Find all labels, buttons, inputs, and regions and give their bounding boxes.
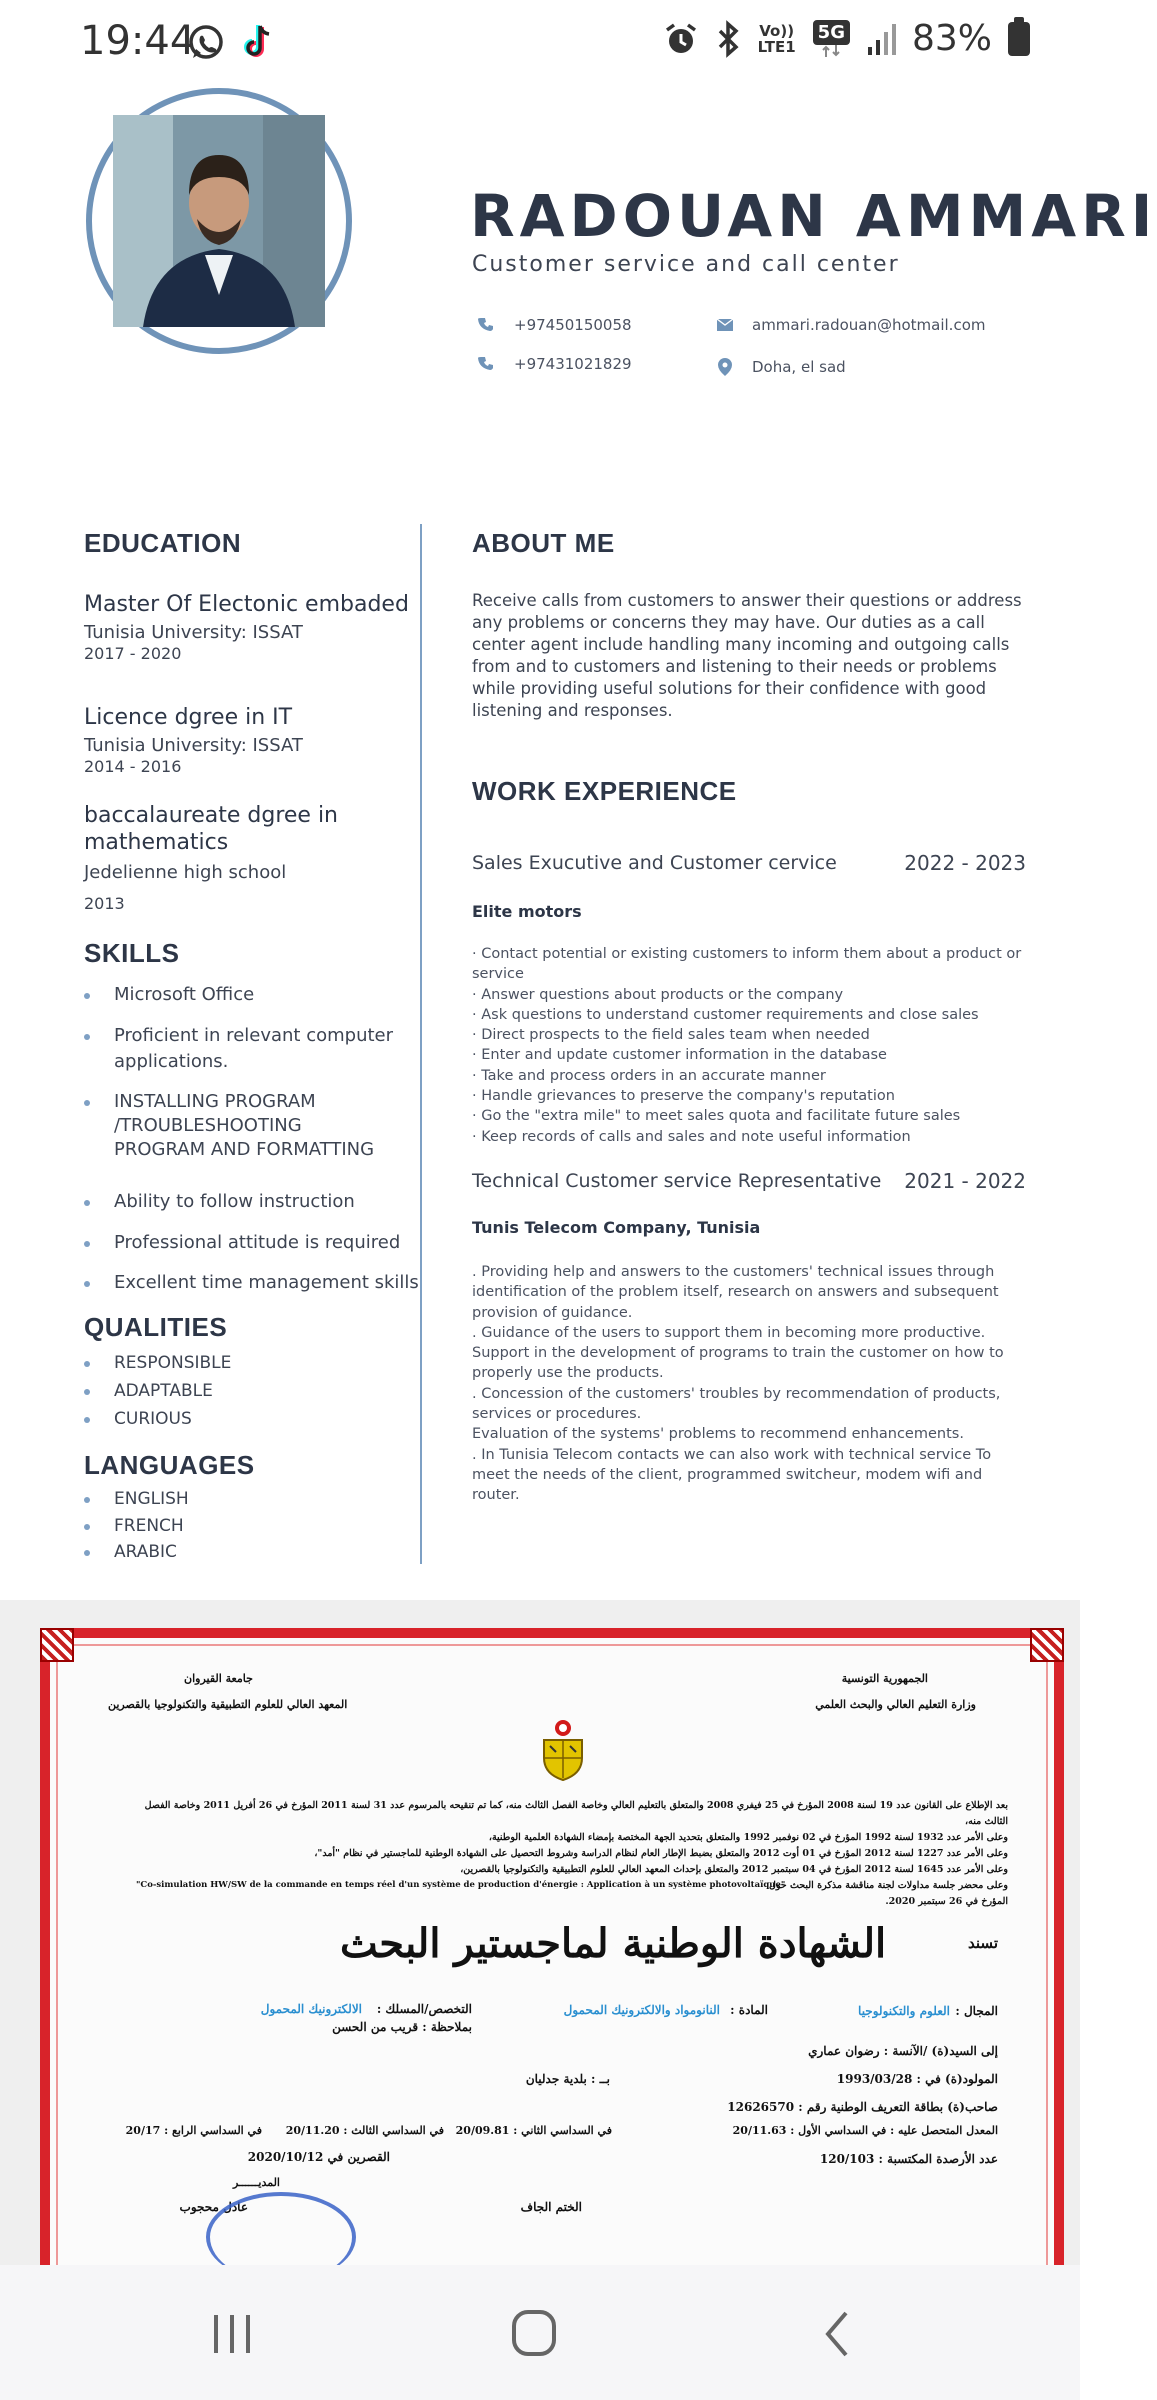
status-time: 19:44	[80, 18, 196, 64]
work-heading: WORK EXPERIENCE	[472, 776, 737, 806]
cert-line-1: بعد الإطلاع على القانون عدد 19 لسنة 2008 المؤرخ في 25 فيفري 2008 والمتعلق بالتعليم العالي وخاصة الفصل الثالث منه، كما تم تنقيحه بالمرسوم عدد 31 لسنة 2011 المؤرخ في 26 أفريل 2011 وخاصة الفصل	[144, 1800, 1008, 1811]
education-years-2: 2014 - 2016	[84, 757, 182, 776]
data-arrows-icon	[819, 45, 843, 57]
education-title-3b: mathematics	[84, 830, 229, 855]
cert-average: المعدل المتحصل عليه : في السداسي الأول : 20/11.63	[732, 2124, 998, 2137]
cert-spec-label: التخصص/المسلك :	[376, 2002, 472, 2016]
education-title-3a: baccalaureate dgree in	[84, 803, 338, 828]
back-icon[interactable]	[808, 2309, 868, 2359]
cert-header-left-1: جامعة القيروان	[184, 1672, 253, 1685]
cert-semester-3: في السداسي الثالث : 20/11.20	[285, 2124, 444, 2137]
phone-number-1[interactable]: +97450150058	[514, 316, 632, 334]
home-icon[interactable]	[504, 2309, 564, 2359]
education-school-2: Tunisia University: ISSAT	[84, 735, 303, 756]
bullet-dot	[84, 1100, 90, 1106]
cert-line-6-fr: "Co-simulation HW/SW de la commande en temps réel d'un système de production d'énergie : Application à un système photovoltaïque"	[136, 1880, 786, 1890]
education-school-1: Tunisia University: ISSAT	[84, 622, 303, 643]
cert-semester-4: في السداسي الرابع : 20/17	[125, 2124, 262, 2137]
status-bar	[0, 0, 1080, 86]
cert-grant: تسند	[968, 1934, 998, 1952]
education-heading: EDUCATION	[84, 528, 242, 558]
duty-item: · Enter and update customer information in the database	[472, 1047, 887, 1064]
cert-recipient: إلى السيد(ة) /الآنسة : رضوان عماري	[808, 2044, 998, 2058]
certificate-corner-ornament	[1030, 1628, 1064, 1662]
cert-field-value: العلوم والتكنولوجيا	[858, 2004, 950, 2018]
cert-subject-label: المادة :	[730, 2003, 768, 2017]
cert-header-left-2: المعهد العالي للعلوم التطبيقية والتكنولوجيا بالقصرين	[108, 1698, 348, 1711]
phone-icon	[478, 316, 496, 334]
skills-heading: SKILLS	[84, 938, 180, 968]
cert-born: المولود(ة) في : 1993/03/28	[836, 2072, 998, 2086]
duty-item: . Guidance of the users to support them in becoming more productive. Support in the development of programs to train the customer on how to properly use the products.	[472, 1324, 1004, 1382]
bullet-dot	[84, 1417, 90, 1423]
job-duties-2	[472, 1262, 1032, 1506]
languages-heading: LANGUAGES	[84, 1450, 255, 1480]
job-dates-1: 2022 - 2023	[904, 851, 1026, 875]
battery-percent: 83%	[911, 18, 992, 59]
contact-email	[716, 316, 985, 334]
status-right-icons	[663, 18, 1030, 59]
bullet-dot	[84, 993, 90, 999]
cert-header-right-2: وزارة التعليم العالي والبحث العلمي	[815, 1698, 976, 1711]
cert-semester-2: في السداسي الثاني : 20/09.81	[455, 2124, 612, 2137]
education-years-3: 2013	[84, 894, 125, 913]
duty-item: . In Tunisia Telecom contacts we can also work with technical service To meet the needs of the client, programmed switcheur, modem wifi and router.	[472, 1446, 992, 1504]
bullet-dot	[84, 1550, 90, 1556]
about-heading: ABOUT ME	[472, 528, 615, 558]
duty-item: · Answer questions about products or the company	[472, 986, 844, 1003]
bullet-dot	[84, 1281, 90, 1287]
bullet-dot	[84, 1389, 90, 1395]
cert-seal: الختم الجاف	[520, 2200, 582, 2214]
cert-title: الشهادة الوطنية لماجستير البحث	[340, 1920, 887, 1967]
cert-id: صاحب(ة) بطاقة التعريف الوطنية رقم : 12626570	[727, 2100, 998, 2114]
cert-date: القصرين في 2020/10/12	[247, 2150, 390, 2164]
education-title-2: Licence dgree in IT	[84, 705, 293, 730]
bullet-dot	[84, 1200, 90, 1206]
company-1: Elite motors	[472, 902, 582, 921]
recent-apps-icon[interactable]	[202, 2309, 262, 2359]
duty-item: Evaluation of the systems' problems to recommend enhancements.	[472, 1426, 964, 1443]
bluetooth-icon	[715, 21, 741, 57]
cert-director-name: عادل محجوب	[179, 2200, 248, 2214]
cert-line-2: الثالث منه،	[965, 1816, 1008, 1827]
duty-item: · Take and process orders in an accurate manner	[472, 1067, 826, 1084]
candidate-role: Customer service and call center	[472, 252, 900, 277]
email-icon	[716, 316, 734, 334]
education-title-1: Master Of Electonic embaded	[84, 592, 409, 617]
cert-spec-value: الالكترونيك المحمول	[260, 2002, 362, 2016]
phone-icon	[478, 355, 496, 373]
company-2: Tunis Telecom Company, Tunisia	[472, 1218, 761, 1237]
duty-item: · Contact potential or existing customers to inform them about a product or service	[472, 946, 1022, 983]
contact-phone-1	[478, 316, 632, 334]
duty-item: · Direct prospects to the field sales team when needed	[472, 1027, 870, 1044]
bullet-dot	[84, 1497, 90, 1503]
cert-line-3: وعلى الأمر عدد 1932 لسنة 1992 المؤرخ في 02 نوفمبر 1992 والمتعلق بتحديد الجهة المختصة بإمضاء الشهادة العلمية الوطنية،	[488, 1832, 1008, 1843]
duty-item: . Providing help and answers to the customers' technical issues through identification of the problem itself, research on answers and subsequent provision of guidance.	[472, 1264, 999, 1321]
candidate-name: RADOUAN AMMARI	[470, 182, 1157, 250]
bullet-dot	[84, 1524, 90, 1530]
qualities-heading: QUALITIES	[84, 1312, 228, 1342]
cert-director: المديــــــر	[232, 2176, 280, 2189]
alarm-icon	[663, 21, 699, 57]
cert-line-6: وعلى محضر جلسة مداولات لجنة مناقشة مذكرة البحث حول	[768, 1880, 1008, 1891]
job-dates-2: 2021 - 2022	[904, 1169, 1026, 1193]
duty-item: · Ask questions to understand customer requirements and close sales	[472, 1006, 979, 1023]
cert-mention: بملاحظة : قريب من الحسن	[332, 2020, 472, 2034]
tiktok-icon	[240, 22, 276, 62]
cert-header-right-1: الجمهورية التونسية	[841, 1672, 928, 1685]
cert-line-5: وعلى الأمر عدد 1645 لسنة 2012 المؤرخ في 04 سبتمبر 2012 والمتعلق بإحداث المعهد العالي للعلوم التطبيقية والتكنولوجيا بالقصرين،	[460, 1864, 1008, 1875]
job-title-2: Technical Customer service Representative	[472, 1170, 882, 1192]
job-duties-1	[472, 944, 1032, 1147]
network-lte: Vo)) LTE1	[757, 21, 796, 56]
cert-field-label: المجال :	[955, 2004, 998, 2018]
bullet-dot	[84, 1241, 90, 1247]
certificate-corner-ornament	[40, 1628, 74, 1662]
duty-item: · Keep records of calls and sales and note useful information	[472, 1128, 911, 1145]
contact-phone-2	[478, 355, 632, 373]
battery-icon	[1008, 22, 1030, 56]
contact-location	[716, 358, 846, 376]
person-portrait-icon	[113, 115, 325, 327]
column-divider	[420, 524, 422, 1564]
phone-number-2[interactable]: +97431021829	[514, 355, 632, 373]
duty-item: · Go the "extra mile" to meet sales quota and facilitate future sales	[472, 1108, 961, 1125]
education-school-3: Jedelienne high school	[84, 862, 287, 883]
location-pin-icon	[716, 358, 734, 376]
cert-line-4: وعلى الأمر عدد 1227 لسنة 2012 المؤرخ في 01 أوت 2012 والمتعلق بضبط الإطار العام لنظام الدراسة وشروط التحصيل على الشهادة الوطنية للماجستير في نظام "أمد"،	[314, 1848, 1008, 1859]
bullet-dot	[84, 1034, 90, 1040]
location-text: Doha, el sad	[752, 358, 846, 376]
profile-photo	[113, 115, 325, 327]
cert-credits: عدد الأرصدة المكتسبة : 120/103	[819, 2152, 998, 2166]
status-left-icons	[186, 22, 276, 62]
job-title-1: Sales Exucutive and Customer cervice	[472, 852, 837, 874]
cert-born-place: بــ : بلدية جدليان	[525, 2072, 610, 2086]
navigation-bar	[0, 2265, 1080, 2400]
network-5g: 5G	[813, 20, 850, 45]
education-years-1: 2017 - 2020	[84, 644, 182, 663]
tunisia-coat-of-arms-icon	[538, 1718, 588, 1782]
signal-icon	[866, 23, 896, 55]
whatsapp-icon	[186, 22, 226, 62]
duty-item: . Concession of the customers' troubles by recommendation of products, services or procedures.	[472, 1385, 1001, 1423]
about-text: Receive calls from customers to answer their questions or address any problems or concerns they may have. Our duties as a call center agent include handling many incoming and outgoing calls from and to customers and listening to their needs or problems while providing useful solutions for their confidence with good listening and responses.	[472, 591, 1022, 720]
cert-line-7: المؤرخ في 26 سبتمبر 2020.	[885, 1896, 1008, 1907]
bullet-dot	[84, 1361, 90, 1367]
cert-subject-value: النانومواد والالكترونيك المحمول	[563, 2003, 720, 2017]
email-address[interactable]: ammari.radouan@hotmail.com	[752, 316, 986, 334]
duty-item: · Handle grievances to preserve the company's reputation	[472, 1088, 895, 1105]
